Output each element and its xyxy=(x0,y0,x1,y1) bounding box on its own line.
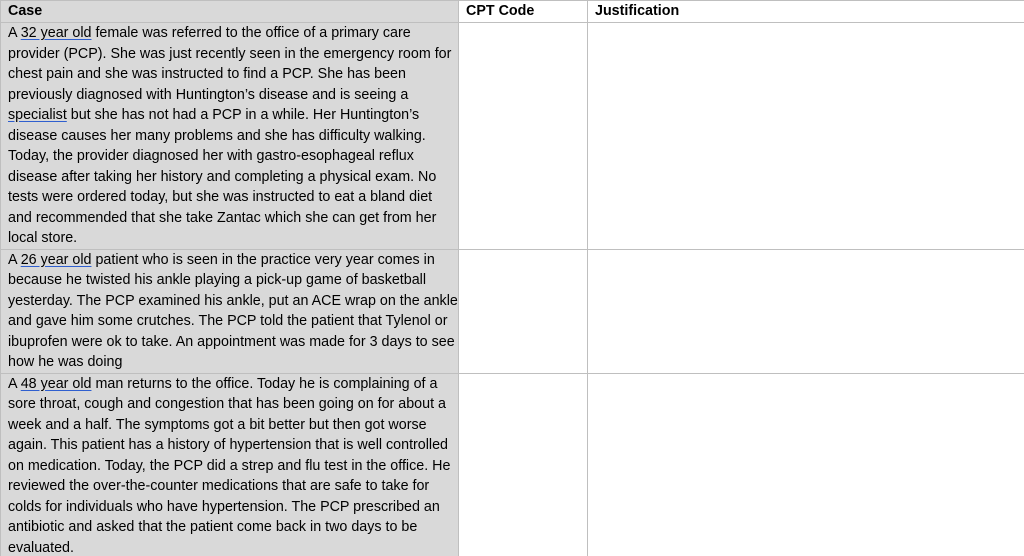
case-text: man returns to the office. Today he is complaining of a sore throat, cough and congestion that has been going on for about a week and a half. The symptoms got a bit better but then got worse again. This patient has a history of hypertension that is well controlled on medication. Today, the PCP did a strep and flu test in the office. He reviewed the over-the-counter medications that are safe to take for colds for individuals who have hypertension. The PCP prescribed an antibiotic and asked that the patient come back in two days to be evaluated. xyxy=(8,375,451,556)
case-lead: A xyxy=(8,375,21,392)
case-text: patient who is seen in the practice very year comes in because he twisted his ankle playing a pick-up game of basketball yesterday. The PCP examined his ankle, put an ACE wrap on the ankle and gave him some crutches. The PCP told the patient that Tylenol or ibuprofen were ok to take. An appointment was made for 3 days to see how he was doing xyxy=(8,251,458,370)
age-phrase: 48 year old xyxy=(20,375,92,392)
case-text-continued: but she has not had a PCP in a while. Her Huntington’s disease causes her many problems and she has difficulty walking. Today, the provider diagnosed her with gastro-esophageal reflux disease after taking her history and completing a physical exam. No tests were ordered today, but she was instructed to eat a bland diet and recommended that she take Zantac which she can get from her local store. xyxy=(8,107,437,246)
case-description xyxy=(1,373,459,556)
age-phrase: 32 year old xyxy=(20,25,92,41)
case-lead: A xyxy=(8,251,21,268)
header-justification: Justification xyxy=(588,1,1024,23)
table-row xyxy=(1,373,1024,556)
justification-cell[interactable] xyxy=(588,373,1024,556)
header-row xyxy=(1,1,1024,23)
header-case: Case xyxy=(1,1,459,23)
header-cpt-code: CPT Code xyxy=(459,1,588,23)
cpt-code-cell[interactable] xyxy=(459,23,588,250)
case-description xyxy=(1,249,459,373)
specialist-word: specialist xyxy=(8,107,67,123)
age-phrase: 26 year old xyxy=(20,251,92,268)
table-row xyxy=(1,23,1024,250)
table-row xyxy=(1,249,1024,373)
case-text: female was referred to the office of a primary care provider (PCP). She was just recently seen in the emergency room for chest pain and she was instructed to find a PCP. She has been previously diagnosed with Huntington’s disease and is seeing a xyxy=(8,25,452,103)
cpt-code-cell[interactable] xyxy=(459,373,588,556)
case-lead: A xyxy=(8,25,21,41)
justification-cell[interactable] xyxy=(588,23,1024,250)
case-description xyxy=(1,23,459,250)
cpt-code-cell[interactable] xyxy=(459,249,588,373)
justification-cell[interactable] xyxy=(588,249,1024,373)
